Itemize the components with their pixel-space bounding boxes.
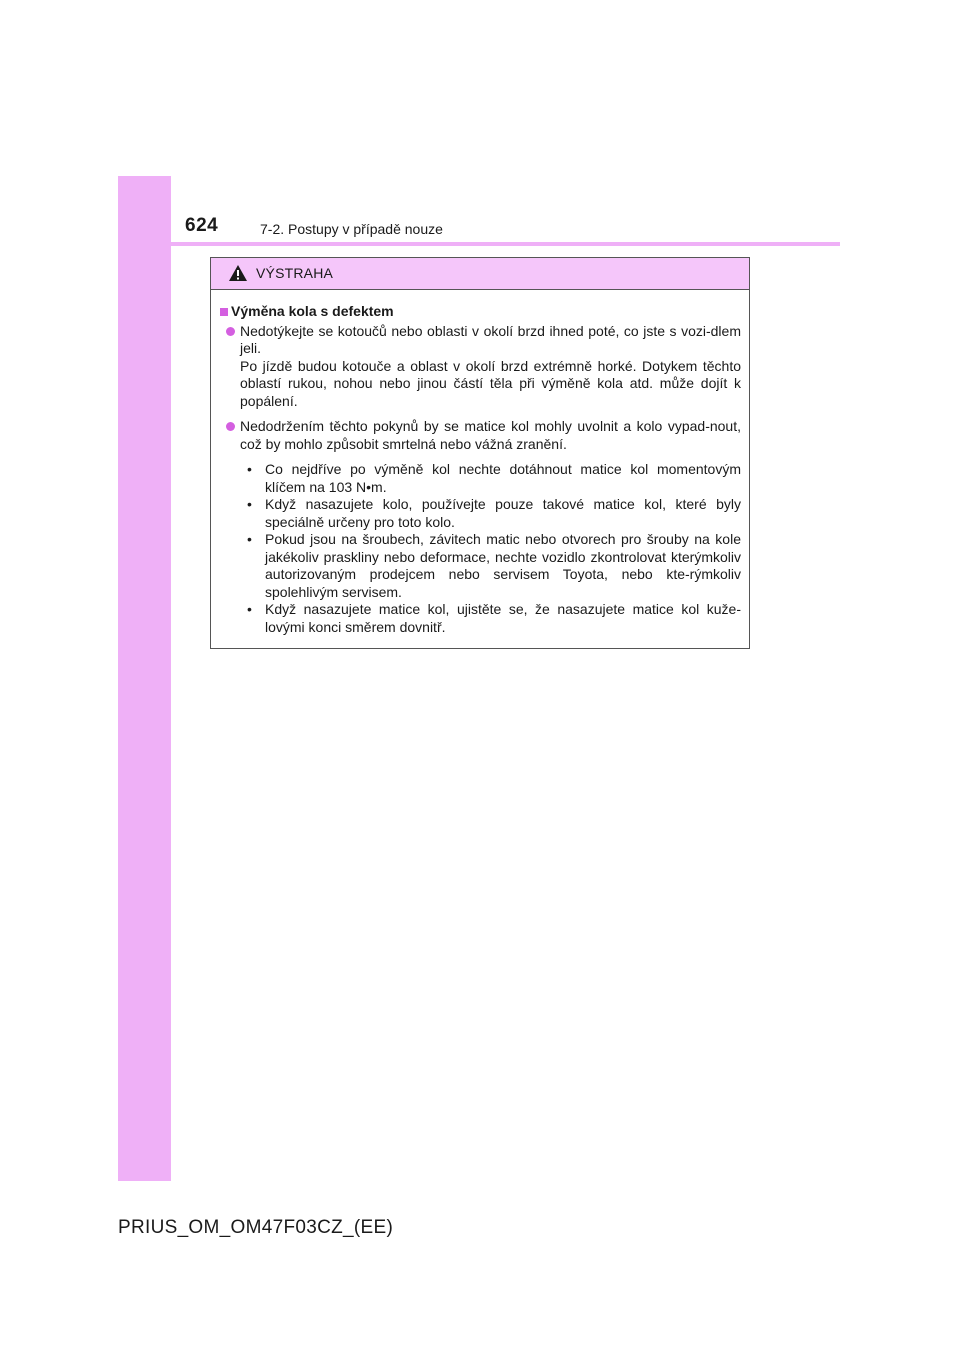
warning-paragraph: Nedotýkejte se kotoučů nebo oblasti v okolí brzd ihned poté, co jste s vozi-dlem jeli. bbox=[240, 322, 741, 356]
list-item-text: Co nejdříve po výměně kol nechte dotáhnout matice kol momentovým klíčem na 103 N•m. bbox=[265, 461, 741, 495]
warning-header bbox=[211, 258, 749, 290]
list-item bbox=[247, 461, 741, 496]
footer-doc-code: PRIUS_OM_OM47F03CZ_(EE) bbox=[118, 1217, 394, 1238]
side-color-bar bbox=[118, 176, 171, 1181]
warning-item-text bbox=[240, 418, 741, 453]
warning-item-text bbox=[240, 323, 741, 411]
warning-body bbox=[211, 290, 749, 636]
section-title: 7-2. Postupy v případě nouze bbox=[260, 221, 443, 237]
warning-item bbox=[219, 418, 741, 453]
list-item bbox=[247, 531, 741, 601]
dot-bullet-icon: • bbox=[247, 461, 252, 477]
warning-subheading bbox=[219, 303, 741, 321]
bullet-list bbox=[247, 461, 741, 636]
circle-bullet-icon bbox=[226, 422, 235, 431]
warning-box bbox=[210, 257, 750, 649]
page-number: 624 bbox=[185, 215, 219, 236]
list-item bbox=[247, 601, 741, 636]
warning-title: VÝSTRAHA bbox=[256, 265, 334, 281]
warning-triangle-icon bbox=[228, 264, 248, 282]
dot-bullet-icon: • bbox=[247, 601, 252, 617]
subheading-text: Výměna kola s defektem bbox=[231, 303, 394, 319]
warning-paragraph: Nedodržením těchto pokynů by se matice kol mohly uvolnit a kolo vypad-nout, což by mohlo způsobit smrtelná nebo vážná zranění. bbox=[240, 418, 741, 452]
list-item-text: Když nasazujete kolo, používejte pouze takové matice kol, které byly speciálně určeny pro toto kolo. bbox=[265, 496, 741, 530]
header-rule bbox=[118, 242, 840, 246]
list-item-text: Pokud jsou na šroubech, závitech matic nebo otvorech pro šrouby na kole jakékoliv praskliny nebo deformace, nechte vozidlo zkontrolovat kterýmkoliv autorizovaným prodejcem nebo servisem Toyota, nebo kte-rýmkoliv spolehlivým servisem. bbox=[265, 531, 741, 600]
square-bullet-icon bbox=[220, 308, 228, 316]
dot-bullet-icon: • bbox=[247, 496, 252, 512]
dot-bullet-icon: • bbox=[247, 531, 252, 547]
list-item bbox=[247, 496, 741, 531]
warning-item bbox=[219, 323, 741, 411]
list-item-text: Když nasazujete matice kol, ujistěte se, že nasazujete matice kol kuže-lovými konci směrem dovnitř. bbox=[265, 601, 741, 635]
circle-bullet-icon bbox=[226, 327, 235, 336]
warning-paragraph: Po jízdě budou kotouče a oblast v okolí brzd extrémně horké. Dotykem těchto oblastí rukou, nohou nebo jinou částí těla při výměně kola atd. může dojít k popálení. bbox=[240, 357, 741, 409]
